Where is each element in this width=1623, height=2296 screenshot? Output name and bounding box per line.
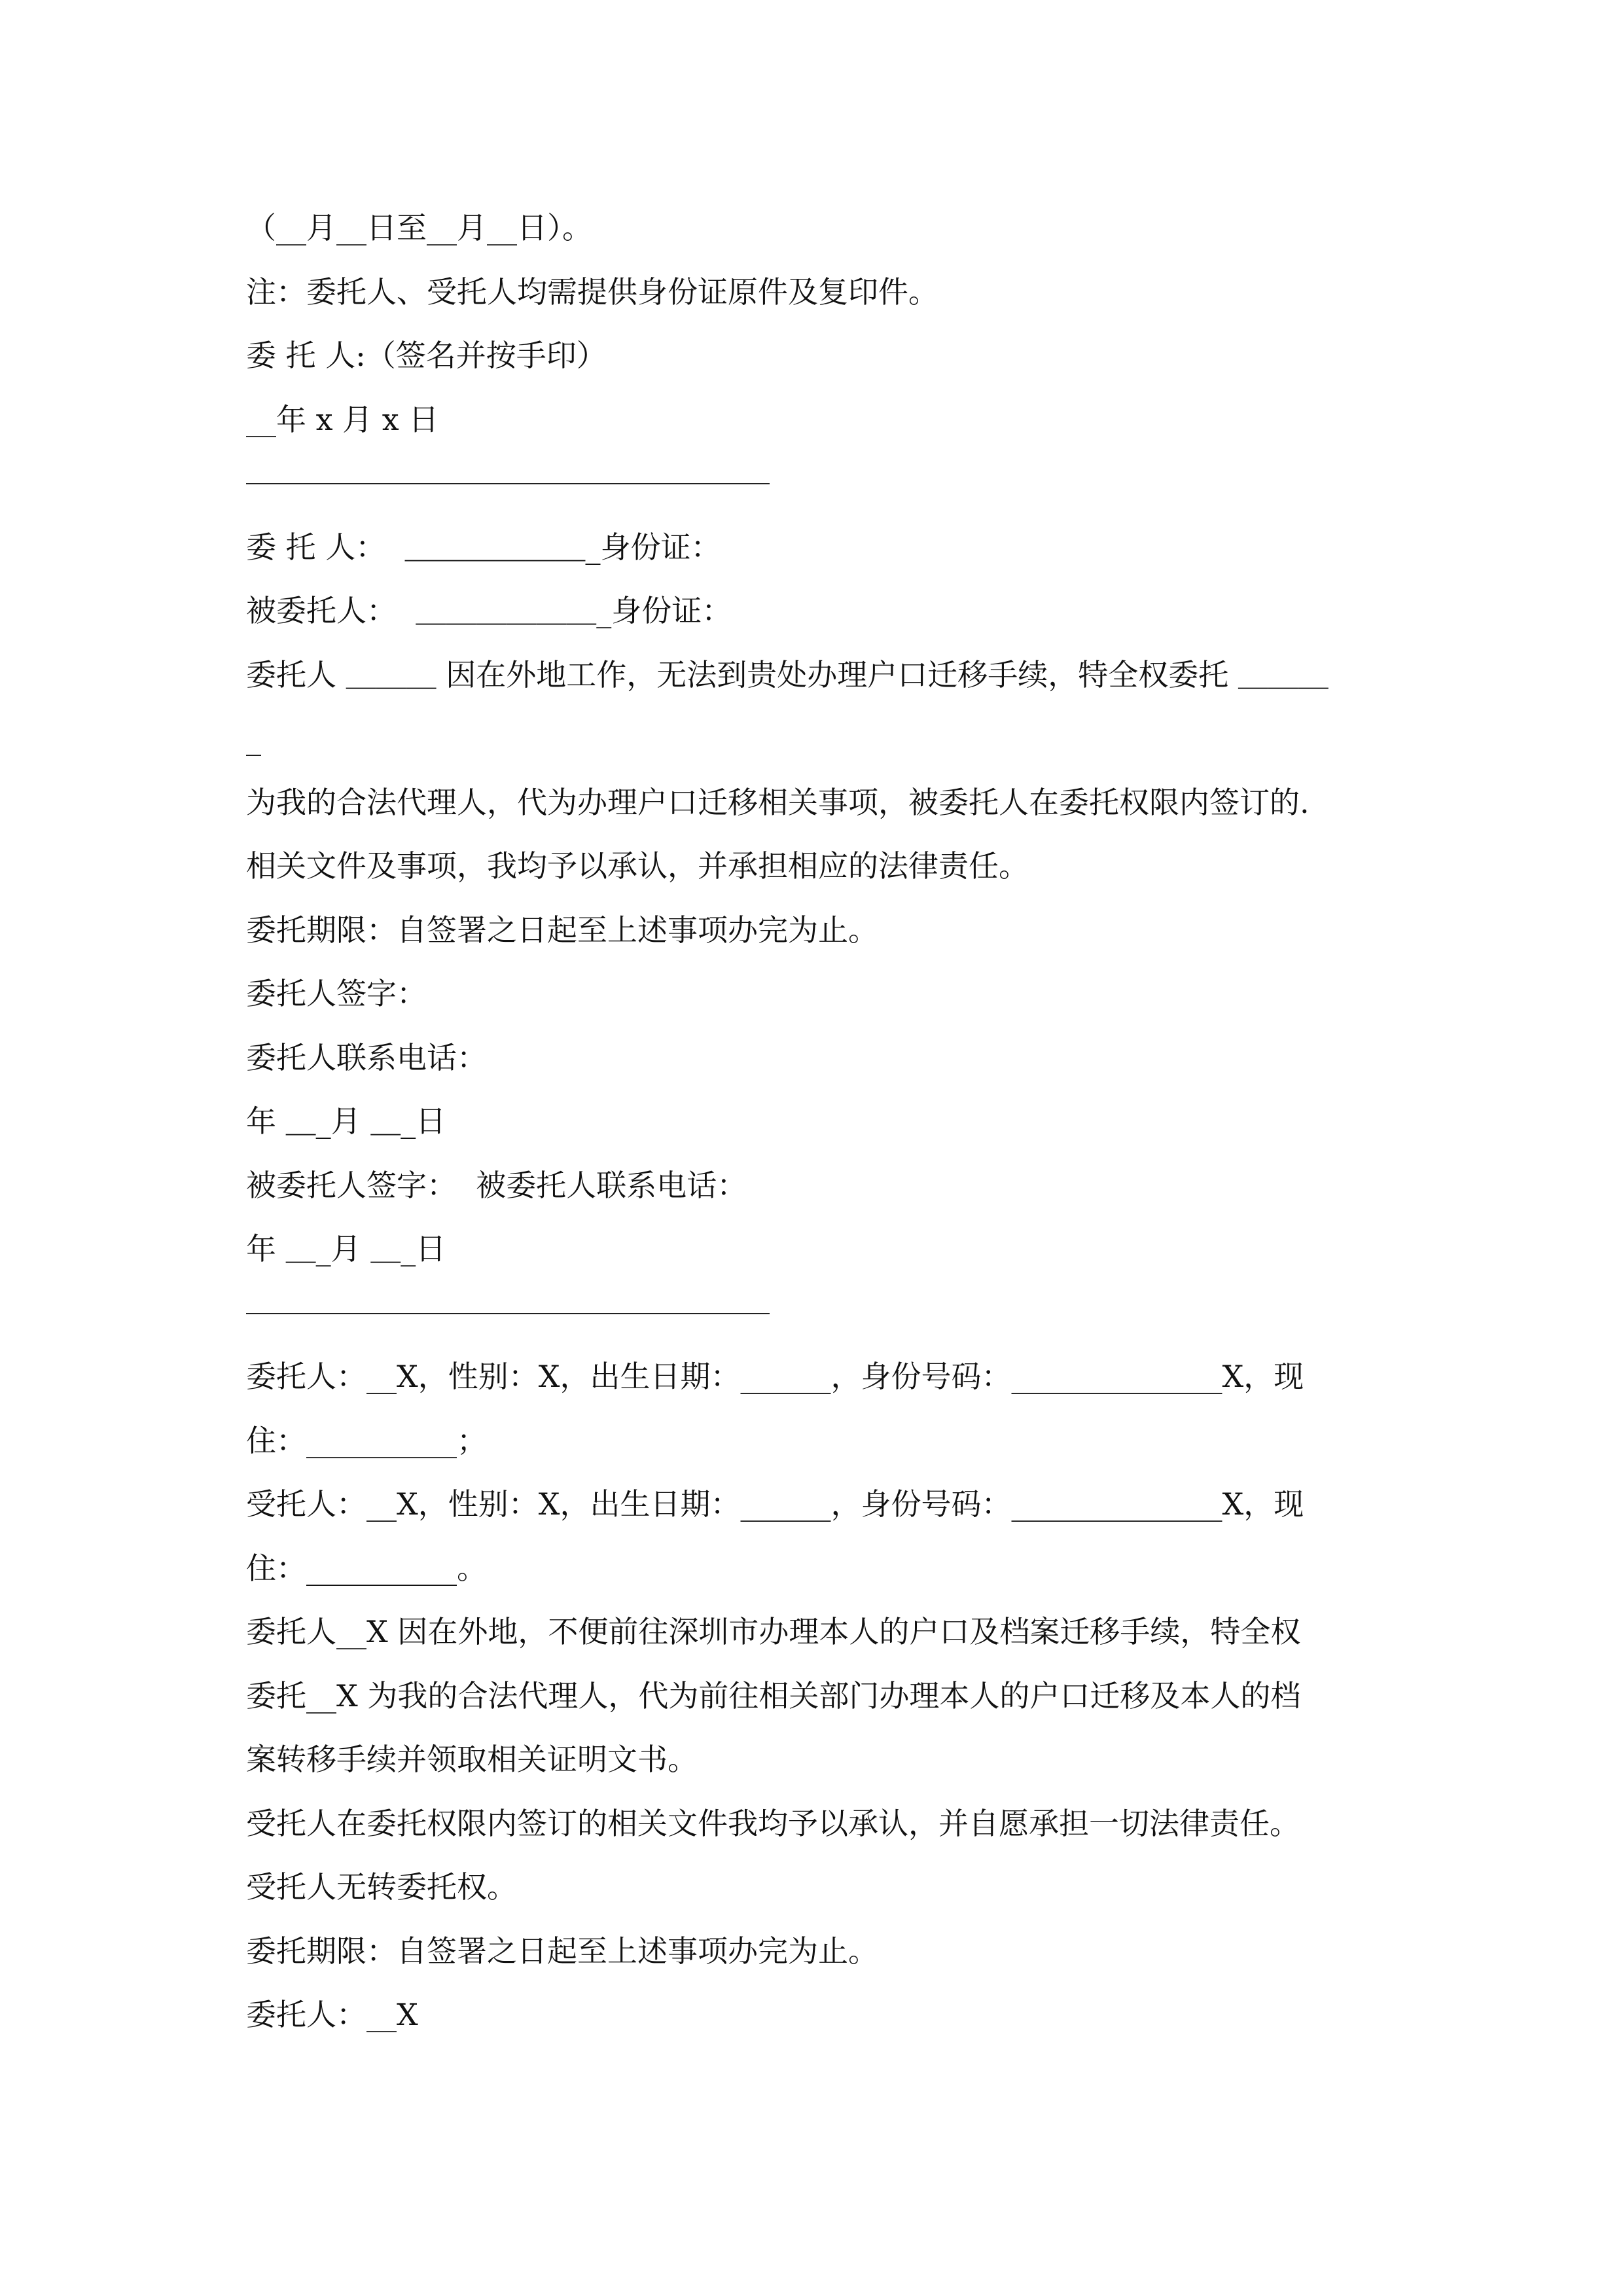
- body-paragraph-line: 委托人 ＿＿＿ 因在外地工作，无法到贵处办理户口迁移手续，特全权委托 ＿＿＿: [246, 656, 1329, 692]
- liability-line: 受托人在委托权限内签订的相关文件我均予以承认，并自愿承担一切法律责任。: [246, 1805, 1300, 1841]
- date-line: 年 ＿_月 ＿_日: [246, 1231, 446, 1266]
- principal-line: 委托人：__X: [246, 1997, 418, 2032]
- term-line: 委托期限：自签署之日起至上述事项办完为止。: [246, 912, 878, 948]
- principal-id-line: 委 托 人： ＿＿＿＿＿＿_身份证：: [246, 529, 721, 565]
- principal-sign-line: 委 托 人:（签名并按手印）: [246, 338, 607, 373]
- sign-date-line: __年 x 月 x 日: [246, 401, 439, 437]
- principal-info-line: 委托人：__X，性别：X，出生日期：______，身份号码：______________X，现: [246, 1359, 1304, 1394]
- body-paragraph-line: _: [246, 721, 261, 756]
- body-paragraph-line: 委托__X 为我的合法代理人，代为前往相关部门办理本人的户口迁移及本人的档: [246, 1677, 1301, 1713]
- divider-rule: [246, 1313, 770, 1314]
- principal-address-line: 住：__________；: [246, 1422, 487, 1458]
- principal-phone-line: 委托人联系电话：: [246, 1039, 487, 1075]
- section-divider: [246, 452, 1398, 516]
- agent-id-line: 被委托人： ＿＿＿＿＿＿_身份证：: [246, 593, 732, 628]
- term-line: 委托期限：自签署之日起至上述事项办完为止。: [246, 1933, 878, 1969]
- body-paragraph-line: 委托人__X 因在外地，不便前往深圳市办理本人的户口及档案迁移手续，特全权: [246, 1614, 1301, 1649]
- agent-address-line: 住：__________。: [246, 1550, 487, 1586]
- section-divider: [246, 1282, 1398, 1346]
- body-paragraph-line: 相关文件及事项，我均予以承认，并承担相应的法律责任。: [246, 848, 1029, 884]
- divider-rule: [246, 483, 770, 484]
- id-note-line: 注：委托人、受托人均需提供身份证原件及复印件。: [246, 274, 938, 310]
- body-paragraph-line: 案转移手续并领取相关证明文书。: [246, 1742, 698, 1777]
- agent-signature-phone-line: 被委托人签字： 被委托人联系电话：: [246, 1167, 747, 1203]
- no-subdelegation-line: 受托人无转委托权。: [246, 1869, 517, 1905]
- body-paragraph-line: 为我的合法代理人，代为办理户口迁移相关事项，被委托人在委托权限内签订的.: [246, 784, 1310, 820]
- agent-info-line: 受托人：__X，性别：X，出生日期：______，身份号码：______________X，现: [246, 1486, 1304, 1522]
- date-range-line: （__月__日至__月__日）。: [246, 210, 592, 245]
- document-page: [246, 196, 1398, 2047]
- date-line: 年 ＿_月 ＿_日: [246, 1103, 446, 1139]
- principal-signature-line: 委托人签字：: [246, 976, 427, 1011]
